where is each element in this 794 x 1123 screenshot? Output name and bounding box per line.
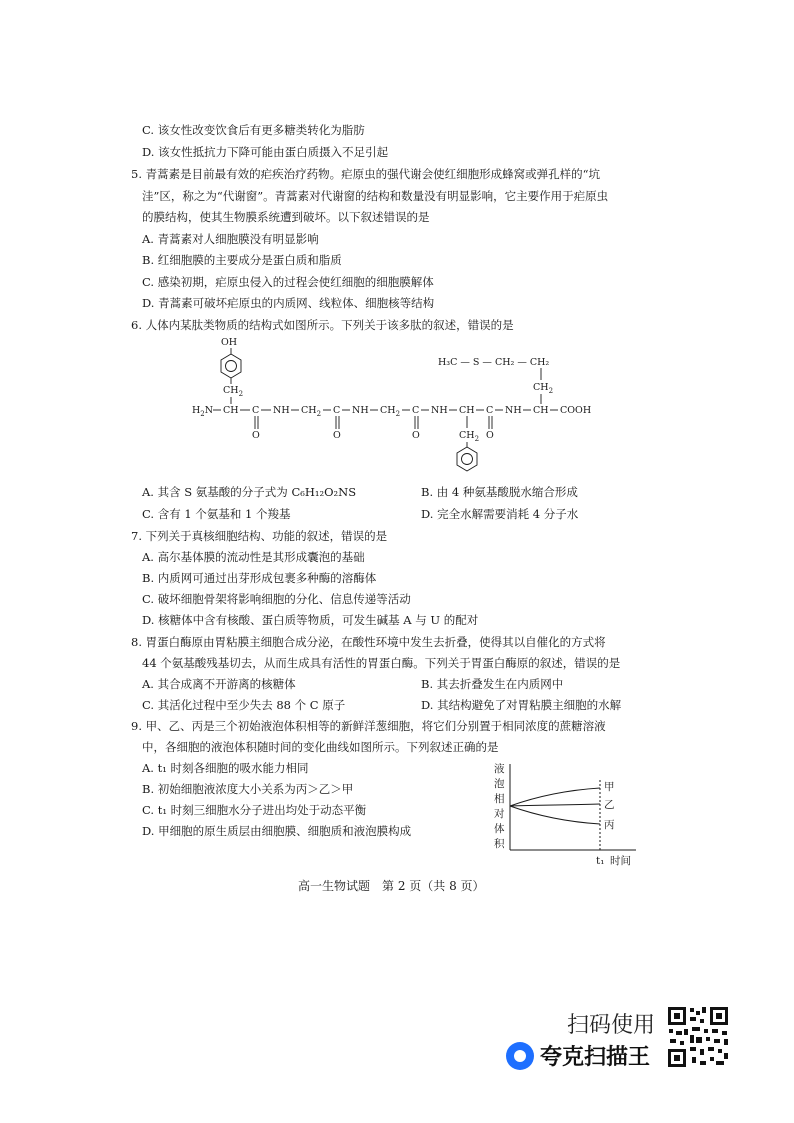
ch2-gly-2: $CH_2$ bbox=[380, 405, 401, 418]
t1-label: t₁ bbox=[596, 855, 605, 867]
q5-option-c: C. 感染初期，疟原虫侵入的过程会使红细胞的细胞膜解体 bbox=[142, 275, 434, 289]
carbonyl-c-4: C bbox=[486, 405, 494, 416]
q7-option-b: B. 内质网可通过出芽形成包裹多种酶的溶酶体 bbox=[142, 571, 377, 585]
q8-option-c: C. 其活化过程中至少失去 88 个 C 原子 bbox=[142, 698, 346, 712]
svg-text:液: 液 bbox=[494, 763, 505, 775]
curve-label-bing: 丙 bbox=[604, 819, 615, 831]
ch2-tyr-label: $CH_2$ bbox=[223, 385, 244, 398]
q9-option-a: A. t₁ 时刻各细胞的吸水能力相同 bbox=[142, 761, 309, 775]
q8-stem-line1: 8. 胃蛋白酶原由胃粘膜主细胞合成分泌，在酸性环境中发生去折叠，使得其以自催化的方式将 bbox=[131, 635, 606, 649]
q8-option-b: B. 其去折叠发生在内质网中 bbox=[421, 677, 564, 691]
q6-option-a: A. 其含 S 氨基酸的分子式为 C₆H₁₂O₂NS bbox=[142, 485, 357, 499]
ch-alpha-met: CH bbox=[533, 405, 549, 416]
ch2-gly-1: $CH_2$ bbox=[301, 405, 322, 418]
vacuole-volume-graph bbox=[488, 760, 648, 870]
q5-stem-line2: 洼”区，称之为“代谢窗”。青蒿素对代谢窗的结构和数量没有明显影响，它主要作用于疟原虫 bbox=[142, 189, 609, 203]
x-axis-label: 时间 bbox=[610, 855, 631, 867]
carbonyl-o-2: O bbox=[333, 430, 341, 441]
q5-option-d: D. 青蒿素可破坏疟原虫的内质网、线粒体、细胞核等结构 bbox=[142, 296, 435, 310]
curve-yi bbox=[510, 804, 600, 806]
carbonyl-c-1: C bbox=[252, 405, 260, 416]
q6-option-d: D. 完全水解需要消耗 4 分子水 bbox=[421, 507, 579, 521]
page-footer: 高一生物试题 第 2 页（共 8 页） bbox=[298, 879, 485, 893]
met-side-chain-label: H₃C — S — CH₂ — CH₂ bbox=[438, 357, 550, 368]
scan-prompt: 扫码使用 bbox=[567, 1013, 656, 1038]
q9-option-c: C. t₁ 时刻三细胞水分子进出均处于动态平衡 bbox=[142, 803, 367, 817]
q5-stem-line1: 5. 青蒿素是目前最有效的疟疾治疗药物。疟原虫的强代谢会使红细胞形成蜂窝或弹孔样的“坑 bbox=[131, 167, 601, 181]
q5-stem-line3: 的膜结构，使其生物膜系统遭到破坏。以下叙述错误的是 bbox=[142, 210, 430, 224]
q9-option-b: B. 初始细胞液浓度大小关系为丙＞乙＞甲 bbox=[142, 782, 354, 796]
q6-option-c: C. 含有 1 个氨基和 1 个羧基 bbox=[142, 507, 291, 521]
ch-alpha-phe: CH bbox=[459, 405, 475, 416]
carbonyl-o-1: O bbox=[252, 430, 260, 441]
svg-text:积: 积 bbox=[494, 838, 505, 850]
q4-option-c: C. 该女性改变饮食后有更多糖类转化为脂肪 bbox=[142, 123, 365, 137]
amide-nh-2: NH bbox=[352, 405, 369, 416]
quark-logo-icon bbox=[506, 1042, 534, 1070]
carbonyl-o-4: O bbox=[486, 430, 494, 441]
curve-jia bbox=[510, 788, 600, 806]
amide-nh-1: NH bbox=[273, 405, 290, 416]
curve-label-yi: 乙 bbox=[604, 799, 615, 811]
q7-option-a: A. 高尔基体膜的流动性是其形成囊泡的基础 bbox=[142, 550, 365, 564]
ch2-phe-label: $CH_2$ bbox=[459, 430, 480, 443]
q8-option-d: D. 其结构避免了对胃粘膜主细胞的水解 bbox=[421, 698, 622, 712]
q4-option-d: D. 该女性抵抗力下降可能由蛋白质摄入不足引起 bbox=[142, 145, 389, 159]
qr-code-icon[interactable] bbox=[666, 1005, 730, 1069]
q9-stem-line2: 中，各细胞的液泡体积随时间的变化曲线如图所示。下列叙述正确的是 bbox=[142, 740, 499, 754]
q9-option-d: D. 甲细胞的原生质层由细胞膜、细胞质和液泡膜构成 bbox=[142, 824, 412, 838]
amide-nh-4: NH bbox=[505, 405, 522, 416]
q7-option-d: D. 核糖体中含有核酸、蛋白质等物质，可发生碱基 A 与 U 的配对 bbox=[142, 613, 479, 627]
oh-label: OH bbox=[221, 337, 238, 348]
q8-option-a: A. 其合成离不开游离的核糖体 bbox=[142, 677, 296, 691]
peptide-structure-diagram bbox=[180, 334, 600, 474]
carbonyl-o-3: O bbox=[412, 430, 420, 441]
svg-text:相: 相 bbox=[494, 793, 505, 805]
q7-stem: 7. 下列关于真核细胞结构、功能的叙述，错误的是 bbox=[131, 529, 388, 543]
curve-label-jia: 甲 bbox=[604, 781, 615, 793]
amide-nh-3: NH bbox=[431, 405, 448, 416]
ch-alpha-1: CH bbox=[223, 405, 239, 416]
q8-stem-line2: 44 个氨基酸残基切去，从而生成具有活性的胃蛋白酶。下列关于胃蛋白酶原的叙述，错误的是 bbox=[142, 656, 621, 670]
h2n-label: $H_2N$ bbox=[192, 405, 214, 418]
q5-option-b: B. 红细胞膜的主要成分是蛋白质和脂质 bbox=[142, 253, 342, 267]
q5-option-a: A. 青蒿素对人细胞膜没有明显影响 bbox=[142, 232, 319, 246]
cooh-label: COOH bbox=[560, 405, 592, 416]
q9-stem-line1: 9. 甲、乙、丙是三个初始液泡体积相等的新鲜洋葱细胞，将它们分别置于相同浓度的蔗糖溶液 bbox=[131, 719, 606, 733]
ch2-met-label: $CH_2$ bbox=[533, 382, 554, 395]
carbonyl-c-3: C bbox=[412, 405, 420, 416]
svg-text:体: 体 bbox=[494, 823, 505, 835]
q6-stem: 6. 人体内某肽类物质的结构式如图所示。下列关于该多肽的叙述，错误的是 bbox=[131, 318, 514, 332]
scanner-brand: 夸克扫描王 bbox=[540, 1045, 651, 1070]
q7-option-c: C. 破坏细胞骨架将影响细胞的分化、信息传递等活动 bbox=[142, 592, 411, 606]
svg-text:泡: 泡 bbox=[494, 778, 505, 790]
q6-option-b: B. 由 4 种氨基酸脱水缩合形成 bbox=[421, 485, 578, 499]
curve-bing bbox=[510, 806, 600, 824]
carbonyl-c-2: C bbox=[333, 405, 341, 416]
y-axis-label bbox=[494, 762, 505, 850]
svg-text:对: 对 bbox=[494, 808, 505, 820]
